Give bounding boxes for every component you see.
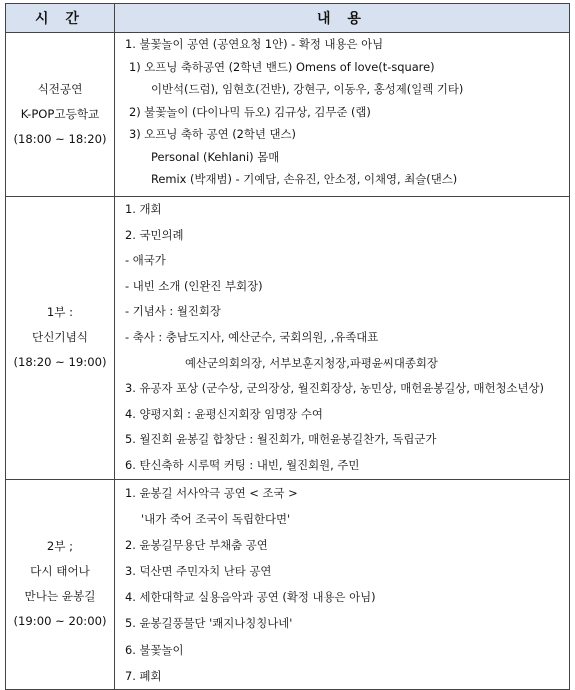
section-content-cell <box>115 33 570 197</box>
section-time-cell <box>6 479 115 690</box>
program-item: 1. 윤봉길 서사악극 공연 < 조국 > <box>125 485 298 500</box>
program-item: - 기념사 : 월진회장 <box>125 304 221 319</box>
program-item: 2. 윤봉길무용단 부채춤 공연 <box>125 537 268 552</box>
program-item: '내가 죽어 조국이 독립한다면' <box>141 511 291 526</box>
section-time-label: 만나는 윤봉길 <box>24 589 96 604</box>
program-item: 6. 불꽃놀이 <box>125 642 184 657</box>
program-item: - 애국가 <box>125 253 166 268</box>
program-item: 6. 탄신축하 시루떡 커팅 : 내빈, 월진회원, 주민 <box>125 457 360 472</box>
section-time-label: (18:00 ~ 18:20) <box>13 132 107 146</box>
schedule-table <box>5 3 570 690</box>
program-item: 5. 월진회 윤봉길 합창단 : 월진회가, 매헌윤봉길찬가, 독립군가 <box>125 432 437 447</box>
header-time: 시 간 <box>6 4 115 33</box>
program-item: 3) 오프닝 축하 공연 (2학년 댄스) <box>129 127 296 141</box>
program-item: 1) 오프닝 축하공연 (2학년 밴드) Omens of love(t-square) <box>129 59 435 74</box>
program-item: 3. 유공자 포상 (군수상, 군의장상, 월진회장상, 농민상, 매헌윤봉길상, 매헌청소년상) <box>125 381 544 396</box>
section-time-cell <box>6 197 115 480</box>
table-header-row <box>6 4 570 33</box>
header-content: 내 용 <box>115 4 570 33</box>
section-time-label: (18:20 ~ 19:00) <box>13 355 107 370</box>
program-item: 1. 불꽃놀이 공연 (공연요청 1안) - 확정 내용은 아님 <box>125 37 384 51</box>
section-row-part2 <box>6 479 570 690</box>
section-time-label: 2부 ; <box>46 539 74 554</box>
section-row-part1 <box>6 197 570 480</box>
section-time-label: 단신기념식 <box>32 330 88 345</box>
program-item: 3. 덕산면 주민자치 난타 공연 <box>125 564 272 579</box>
program-item: Personal (Kehlani) 몸매 <box>151 149 280 164</box>
program-item: 4. 양평지회 : 윤평신지회장 임명장 수여 <box>125 406 323 421</box>
section-time-cell <box>6 33 115 197</box>
program-item: 예산군의회의장, 서부보훈지청장,파평윤씨대종회장 <box>185 355 438 370</box>
section-time-label: (19:00 ~ 20:00) <box>13 614 107 629</box>
program-item: 7. 폐회 <box>125 668 162 683</box>
section-content-cell <box>115 197 570 480</box>
section-time-label: K-POP고등학교 <box>20 107 100 121</box>
program-item: 5. 윤봉길풍물단 '쾌지나칭칭나네' <box>125 616 293 631</box>
section-content-cell <box>115 479 570 690</box>
program-item: 2) 불꽃놀이 (다이나믹 듀오) 김규상, 김무준 (랩) <box>129 104 371 119</box>
section-row-preshow <box>6 33 570 197</box>
section-time-label: 1부 : <box>46 305 74 320</box>
program-item: 4. 세한대학교 실용음악과 공연 (확정 내용은 아님) <box>125 590 376 605</box>
section-time-label: 식전공연 <box>37 82 83 96</box>
program-item: - 내빈 소개 (인완진 부회장) <box>125 278 263 293</box>
program-item: 1. 개회 <box>125 202 162 216</box>
program-item: 이반석(드럼), 임현호(건반), 강현구, 이동우, 홍성제(일렉 기타) <box>151 82 464 96</box>
program-item: - 축사 : 충남도지사, 예산군수, 국회의원, ,유족대표 <box>125 329 379 344</box>
program-item: 2. 국민의례 <box>125 227 184 242</box>
section-time-label: 다시 태어나 <box>30 564 90 579</box>
program-item: Remix (박재범) - 기예담, 손유진, 안소정, 이채영, 최슬(댄스) <box>151 172 458 186</box>
